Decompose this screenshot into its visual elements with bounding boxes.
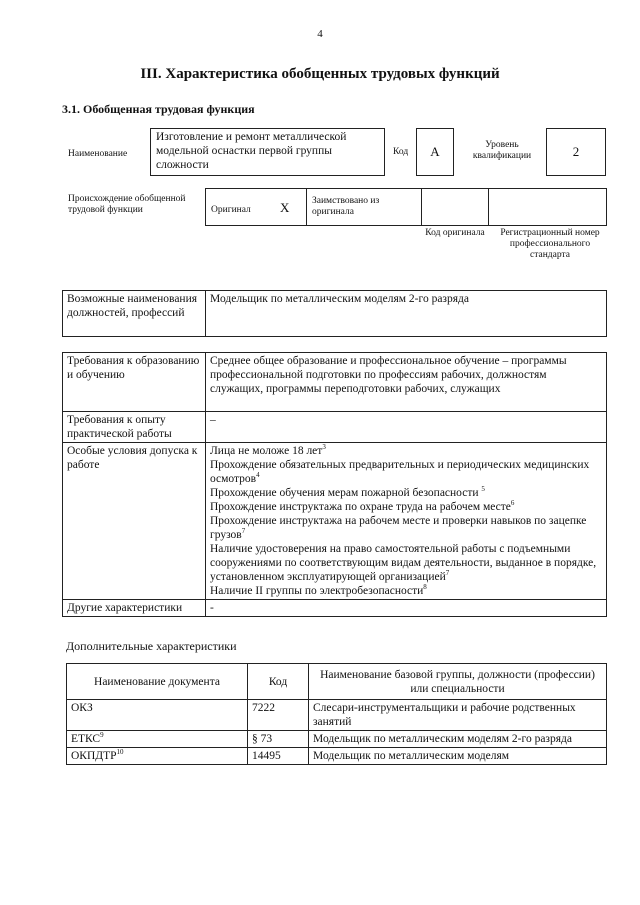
header-code: Код bbox=[248, 664, 309, 700]
positions-value: Модельщик по металлическим моделям 2-го разряда bbox=[206, 291, 607, 337]
name-cell: Модельщик по металлическим моделям bbox=[309, 748, 607, 765]
level-label: Уровень квалификации bbox=[472, 140, 532, 161]
original-label: Оригинал bbox=[211, 205, 251, 215]
name-cell: Слесари-инструментальщики и рабочие родственных занятий bbox=[309, 700, 607, 731]
function-code-value: А bbox=[416, 128, 454, 176]
additional-title: Дополнительные характеристики bbox=[66, 639, 237, 653]
level-value: 2 bbox=[546, 128, 606, 176]
requirements-table bbox=[62, 352, 607, 617]
table-row bbox=[67, 700, 607, 731]
doc-cell: ЕТКС$^9$ bbox=[67, 731, 248, 748]
section-title: III. Характеристика обобщенных трудовых функций bbox=[140, 66, 500, 82]
special-condition: Прохождение обучения мерам пожарной безопасности $^5$ bbox=[210, 485, 485, 499]
experience-value: – bbox=[206, 412, 607, 443]
doc-cell: ОКЗ bbox=[67, 700, 248, 731]
special-condition: Наличие удостоверения на право самостоятельной работы с подъемными сооружениями по соответствующим видам деятельности, выданное в порядке, установленном эксплуатирующей организацией$^7$ bbox=[210, 543, 597, 583]
education-value: Среднее общее образование и профессиональное обучение – программы профессиональной подготовки по профессиям рабочих, должностям служащих, программы переподготовки рабочих, служащих bbox=[206, 353, 607, 412]
code-cell: 7222 bbox=[248, 700, 309, 731]
other-value: - bbox=[206, 600, 607, 617]
special-condition: Наличие II группы по электробезопасности$^8$ bbox=[210, 583, 427, 597]
origin-divider bbox=[421, 188, 422, 226]
experience-label: Требования к опыту практической работы bbox=[63, 412, 206, 443]
code-label: Код bbox=[393, 147, 409, 157]
special-condition: Прохождение инструктажа по охране труда на рабочем месте$^6$ bbox=[210, 499, 515, 513]
name-label: Наименование bbox=[68, 149, 128, 159]
special-condition: Лица не моложе 18 лет$^3$ bbox=[210, 443, 326, 457]
registration-caption: Регистрационный номер профессионального стандарта bbox=[500, 228, 600, 260]
table-row bbox=[67, 748, 607, 765]
origin-divider bbox=[488, 188, 489, 226]
education-label: Требования к образованию и обучению bbox=[63, 353, 206, 412]
doc-cell: ОКПДТР$^{10}$ bbox=[67, 748, 248, 765]
subsection-title: 3.1. Обобщенная трудовая функция bbox=[62, 102, 255, 116]
positions-table bbox=[62, 290, 607, 337]
special-condition: Прохождение инструктажа на рабочем месте и проверки навыков по зацепке грузов$^7$ bbox=[210, 515, 587, 541]
original-mark: Х bbox=[280, 200, 290, 215]
page-number: 4 bbox=[317, 28, 323, 40]
header-doc: Наименование документа bbox=[67, 664, 248, 700]
additional-table bbox=[66, 663, 607, 765]
special-condition: Прохождение обязательных предварительных и периодических медицинских осмотров$^4$ bbox=[210, 459, 590, 485]
special-label: Особые условия допуска к работе bbox=[63, 443, 206, 600]
table-row bbox=[67, 731, 607, 748]
origin-label: Происхождение обобщенной трудовой функции bbox=[68, 194, 186, 215]
special-conditions-list bbox=[206, 443, 607, 600]
borrowed-label: Заимствовано из оригинала bbox=[312, 196, 380, 217]
code-cell: § 73 bbox=[248, 731, 309, 748]
code-original-caption: Код оригинала bbox=[425, 228, 485, 238]
name-cell: Модельщик по металлическим моделям 2-го разряда bbox=[309, 731, 607, 748]
positions-label: Возможные наименования должностей, профессий bbox=[63, 291, 206, 337]
header-name: Наименование базовой группы, должности (профессии) или специальности bbox=[309, 664, 607, 700]
function-name-value: Изготовление и ремонт металлической модельной оснастки первой группы сложности bbox=[150, 128, 385, 176]
other-label: Другие характеристики bbox=[63, 600, 206, 617]
origin-divider bbox=[306, 188, 307, 226]
code-cell: 14495 bbox=[248, 748, 309, 765]
